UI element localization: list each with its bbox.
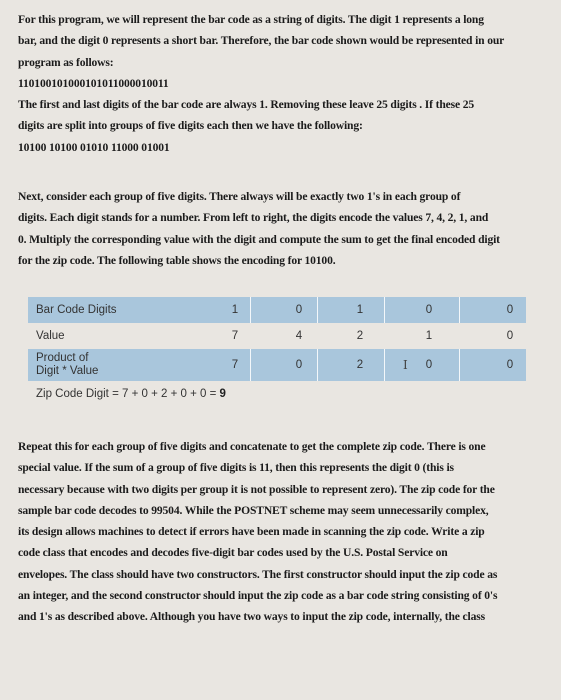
table-cell: 7 <box>231 359 239 371</box>
row-label: Value <box>36 329 65 342</box>
assignment-paragraph <box>18 436 547 628</box>
table-cell: 0 <box>425 359 433 371</box>
text-line: necessary because with two digits per group it is not possible to represent zero). The zip code for the <box>18 482 495 496</box>
table-cell: 2 <box>356 359 364 371</box>
table-cell: 0 <box>295 304 303 316</box>
table-cell: 0 <box>425 304 433 316</box>
table-row-value <box>28 323 526 349</box>
text-line: envelopes. The class should have two constructors. The first constructor should input the zip code as <box>18 567 498 581</box>
table-cell: 0 <box>295 359 303 371</box>
zip-result: 9 <box>219 388 226 400</box>
table-cell: 2 <box>356 330 364 342</box>
row-label-line: Product of <box>36 352 89 364</box>
barcode-string: 110100101000101011000010011 <box>18 76 169 90</box>
zip-expression: = 7 + 0 + 2 + 0 + 0 = <box>112 388 217 400</box>
row-label: Bar Code Digits <box>36 303 117 316</box>
text-line: program as follows: <box>18 55 114 69</box>
encoding-table <box>28 297 526 407</box>
table-cell: 0 <box>506 304 514 316</box>
text-line: sample bar code decodes to 99504. While the POSTNET scheme may seem unnecessarily complex, <box>18 503 489 517</box>
text-line: an integer, and the second constructor should input the zip code as a bar code string consisting of 0's <box>18 589 498 603</box>
table-cell: 0 <box>506 359 514 371</box>
text-line: For this program, we will represent the bar code as a string of digits. The digit 1 represents a long <box>18 13 484 26</box>
table-cell: 1 <box>231 304 239 316</box>
text-line: for the zip code. The following table shows the encoding for 10100. <box>18 253 336 267</box>
zip-label: Zip Code Digit <box>36 388 109 400</box>
digit-groups: 10100 10100 01010 11000 01001 <box>18 140 170 154</box>
text-line: Repeat this for each group of five digits and concatenate to get the complete zip code. There is one <box>18 440 486 453</box>
text-line: digits are split into groups of five digits each then we have the following: <box>18 119 363 133</box>
table-cell: 7 <box>231 330 239 342</box>
table-cell: 1 <box>425 330 433 342</box>
text-line: bar, and the digit 0 represents a short bar. Therefore, the bar code shown would be represented in our <box>18 34 505 48</box>
text-line: special value. If the sum of a group of five digits is 11, then this represents the digit 0 (this is <box>18 461 454 475</box>
text-line: Next, consider each group of five digits. There always will be exactly two 1's in each group of <box>18 190 461 203</box>
encoding-paragraph <box>18 186 547 271</box>
table-cell: 4 <box>295 330 303 342</box>
text-line: The first and last digits of the bar code are always 1. Removing these leave 25 digits . If these 25 <box>18 98 475 112</box>
row-label <box>28 352 196 378</box>
table-row-bar-code-digits <box>28 297 526 323</box>
table-row-product <box>28 349 526 381</box>
text-line: and 1's as described above. Although you have two ways to input the zip code, internally, the class <box>18 610 485 624</box>
zip-code-line <box>28 388 226 400</box>
text-line: code class that encodes and decodes five-digit bar codes used by the U.S. Postal Service on <box>18 546 448 560</box>
text-line: digits. Each digit stands for a number. From left to right, the digits encode the values 7, 4, 2, 1, and <box>18 211 489 225</box>
zip-code-digit-row <box>28 381 526 407</box>
text-line: 0. Multiply the corresponding value with the digit and compute the sum to get the final encoded digit <box>18 232 500 246</box>
table-cell: 0 <box>506 330 514 342</box>
intro-paragraph <box>18 9 547 158</box>
row-label-line: Digit * Value <box>36 365 99 377</box>
table-cell: 1 <box>356 304 364 316</box>
text-line: its design allows machines to detect if errors have been made in scanning the zip code. Write a zip <box>18 525 485 539</box>
text-cursor-icon: I <box>403 358 408 372</box>
